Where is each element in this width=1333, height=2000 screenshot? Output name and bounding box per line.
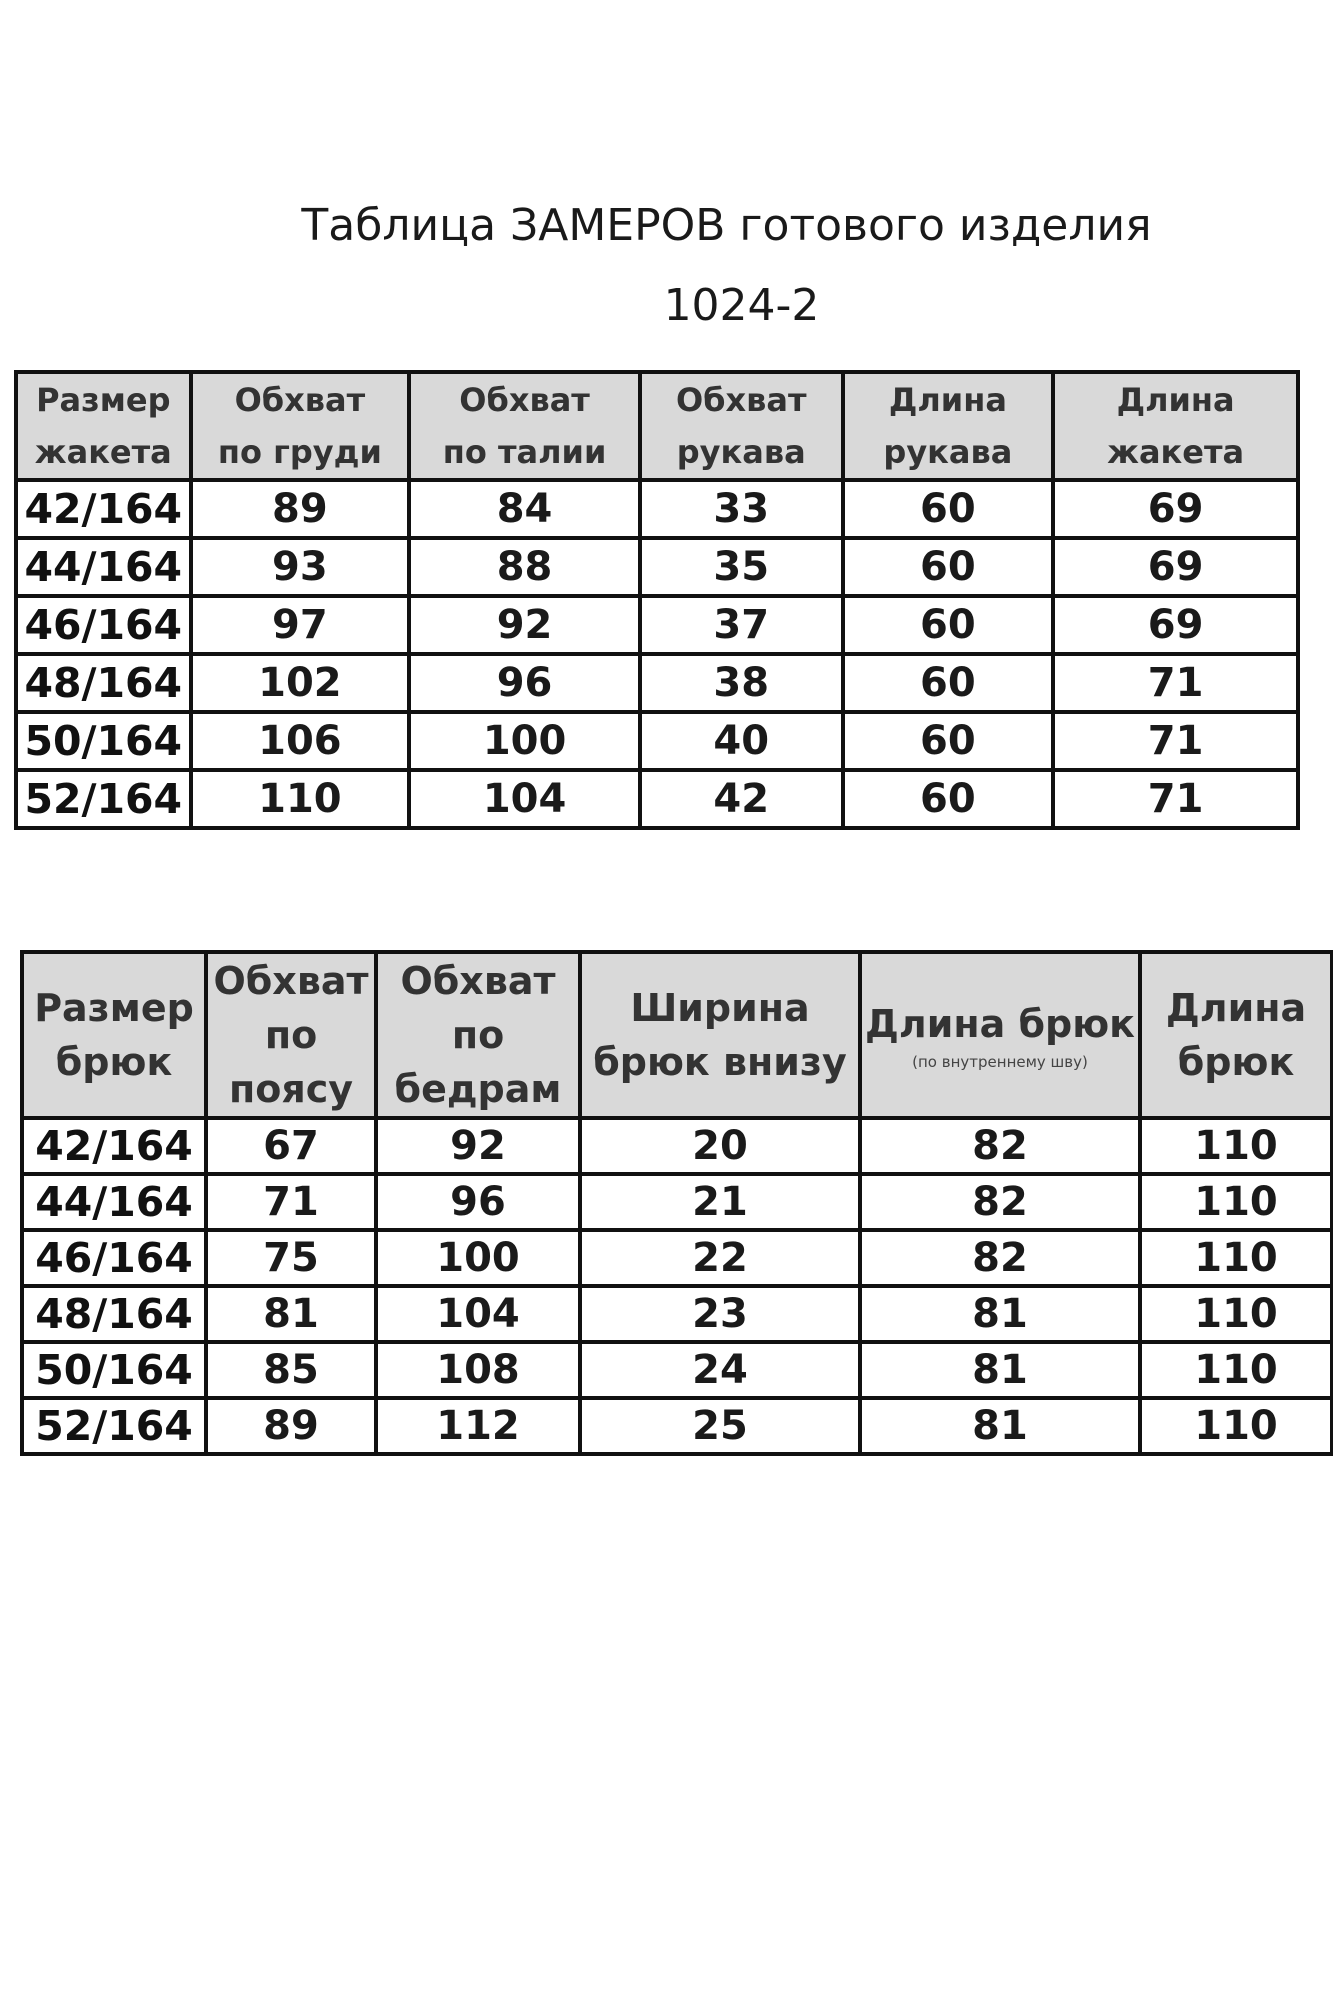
size-cell: 44/164 bbox=[24, 1176, 204, 1228]
measurement-cell: 93 bbox=[193, 540, 408, 594]
measurement-cell: 104 bbox=[378, 1288, 578, 1340]
measurement-cell: 75 bbox=[208, 1232, 374, 1284]
measurement-cell: 60 bbox=[845, 598, 1052, 652]
measurement-cell: 60 bbox=[845, 772, 1052, 826]
measurement-cell: 23 bbox=[582, 1288, 858, 1340]
measurement-cell: 106 bbox=[193, 714, 408, 768]
measurement-cell: 88 bbox=[411, 540, 638, 594]
header-chest: Обхват по груди bbox=[193, 374, 408, 478]
measurement-cell: 85 bbox=[208, 1344, 374, 1396]
table-row bbox=[24, 1120, 1330, 1172]
table-row bbox=[24, 1344, 1330, 1396]
measurement-cell: 22 bbox=[582, 1232, 858, 1284]
table-header-row bbox=[24, 954, 1330, 1116]
measurement-cell: 35 bbox=[642, 540, 841, 594]
table-header-row bbox=[18, 374, 1296, 478]
header-waist: Обхват по талии bbox=[411, 374, 638, 478]
header-waist-girth: Обхват по поясу bbox=[208, 954, 374, 1116]
table-row bbox=[24, 1288, 1330, 1340]
table-row bbox=[24, 1176, 1330, 1228]
measurement-cell: 25 bbox=[582, 1400, 858, 1452]
measurement-cell: 37 bbox=[642, 598, 841, 652]
measurement-cell: 97 bbox=[193, 598, 408, 652]
header-pants-size: Размер брюк bbox=[24, 954, 204, 1116]
size-cell: 42/164 bbox=[24, 1120, 204, 1172]
header-pants-length: Длина брюк bbox=[1142, 954, 1330, 1116]
table-row bbox=[18, 714, 1296, 768]
measurement-cell: 71 bbox=[1055, 772, 1296, 826]
measurement-cell: 60 bbox=[845, 482, 1052, 536]
table-row bbox=[24, 1232, 1330, 1284]
measurement-cell: 33 bbox=[642, 482, 841, 536]
measurement-cell: 110 bbox=[1142, 1176, 1330, 1228]
measurement-cell: 104 bbox=[411, 772, 638, 826]
measurement-cell: 24 bbox=[582, 1344, 858, 1396]
measurement-cell: 110 bbox=[1142, 1400, 1330, 1452]
measurement-cell: 69 bbox=[1055, 598, 1296, 652]
table-row bbox=[18, 598, 1296, 652]
measurement-cell: 89 bbox=[208, 1400, 374, 1452]
measurement-cell: 92 bbox=[378, 1120, 578, 1172]
size-cell: 42/164 bbox=[18, 482, 189, 536]
size-cell: 48/164 bbox=[18, 656, 189, 710]
measurement-cell: 81 bbox=[208, 1288, 374, 1340]
measurement-cell: 81 bbox=[862, 1288, 1138, 1340]
measurement-cell: 108 bbox=[378, 1344, 578, 1396]
measurement-cell: 84 bbox=[411, 482, 638, 536]
measurement-cell: 60 bbox=[845, 540, 1052, 594]
measurement-cell: 110 bbox=[1142, 1344, 1330, 1396]
measurement-cell: 96 bbox=[411, 656, 638, 710]
measurement-cell: 60 bbox=[845, 714, 1052, 768]
jacket-measurements-table bbox=[14, 370, 1300, 830]
page-title: Таблица ЗАМЕРОВ готового изделия bbox=[301, 200, 1152, 251]
table-row bbox=[18, 540, 1296, 594]
measurement-cell: 81 bbox=[862, 1400, 1138, 1452]
measurement-cell: 100 bbox=[411, 714, 638, 768]
size-cell: 46/164 bbox=[24, 1232, 204, 1284]
jacket-table-body bbox=[18, 482, 1296, 826]
size-cell: 44/164 bbox=[18, 540, 189, 594]
measurement-cell: 71 bbox=[1055, 656, 1296, 710]
measurement-cell: 40 bbox=[642, 714, 841, 768]
measurement-cell: 89 bbox=[193, 482, 408, 536]
size-cell: 52/164 bbox=[18, 772, 189, 826]
size-cell: 52/164 bbox=[24, 1400, 204, 1452]
measurement-cell: 60 bbox=[845, 656, 1052, 710]
header-bottom-width: Ширина брюк внизу bbox=[582, 954, 858, 1116]
table-row bbox=[18, 482, 1296, 536]
size-cell: 50/164 bbox=[24, 1344, 204, 1396]
measurement-cell: 82 bbox=[862, 1176, 1138, 1228]
measurement-cell: 96 bbox=[378, 1176, 578, 1228]
measurement-cell: 100 bbox=[378, 1232, 578, 1284]
measurement-cell: 110 bbox=[1142, 1120, 1330, 1172]
measurement-cell: 92 bbox=[411, 598, 638, 652]
header-jacket-size: Размер жакета bbox=[18, 374, 189, 478]
measurement-cell: 82 bbox=[862, 1120, 1138, 1172]
table-row bbox=[18, 772, 1296, 826]
measurement-cell: 112 bbox=[378, 1400, 578, 1452]
header-sleeve-length: Длина рукава bbox=[845, 374, 1052, 478]
header-hip-girth: Обхват по бедрам bbox=[378, 954, 578, 1116]
size-cell: 46/164 bbox=[18, 598, 189, 652]
measurement-cell: 69 bbox=[1055, 482, 1296, 536]
measurement-cell: 102 bbox=[193, 656, 408, 710]
header-jacket-length: Длина жакета bbox=[1055, 374, 1296, 478]
measurement-cell: 110 bbox=[1142, 1288, 1330, 1340]
measurement-cell: 81 bbox=[862, 1344, 1138, 1396]
measurement-cell: 42 bbox=[642, 772, 841, 826]
pants-table-body bbox=[24, 1120, 1330, 1452]
measurement-cell: 20 bbox=[582, 1120, 858, 1172]
measurement-cell: 110 bbox=[1142, 1232, 1330, 1284]
measurement-cell: 67 bbox=[208, 1120, 374, 1172]
pants-measurements-table bbox=[20, 950, 1333, 1456]
table-row bbox=[24, 1400, 1330, 1452]
measurement-cell: 82 bbox=[862, 1232, 1138, 1284]
measurement-cell: 38 bbox=[642, 656, 841, 710]
header-sleeve-girth: Обхват рукава bbox=[642, 374, 841, 478]
measurement-cell: 110 bbox=[193, 772, 408, 826]
measurement-cell: 21 bbox=[582, 1176, 858, 1228]
table-row bbox=[18, 656, 1296, 710]
measurement-cell: 69 bbox=[1055, 540, 1296, 594]
measurement-cell: 71 bbox=[208, 1176, 374, 1228]
size-cell: 48/164 bbox=[24, 1288, 204, 1340]
model-number: 1024-2 bbox=[663, 280, 820, 331]
header-inseam-length: Длина брюк (по внутреннему шву) bbox=[862, 954, 1138, 1116]
size-cell: 50/164 bbox=[18, 714, 189, 768]
measurement-cell: 71 bbox=[1055, 714, 1296, 768]
